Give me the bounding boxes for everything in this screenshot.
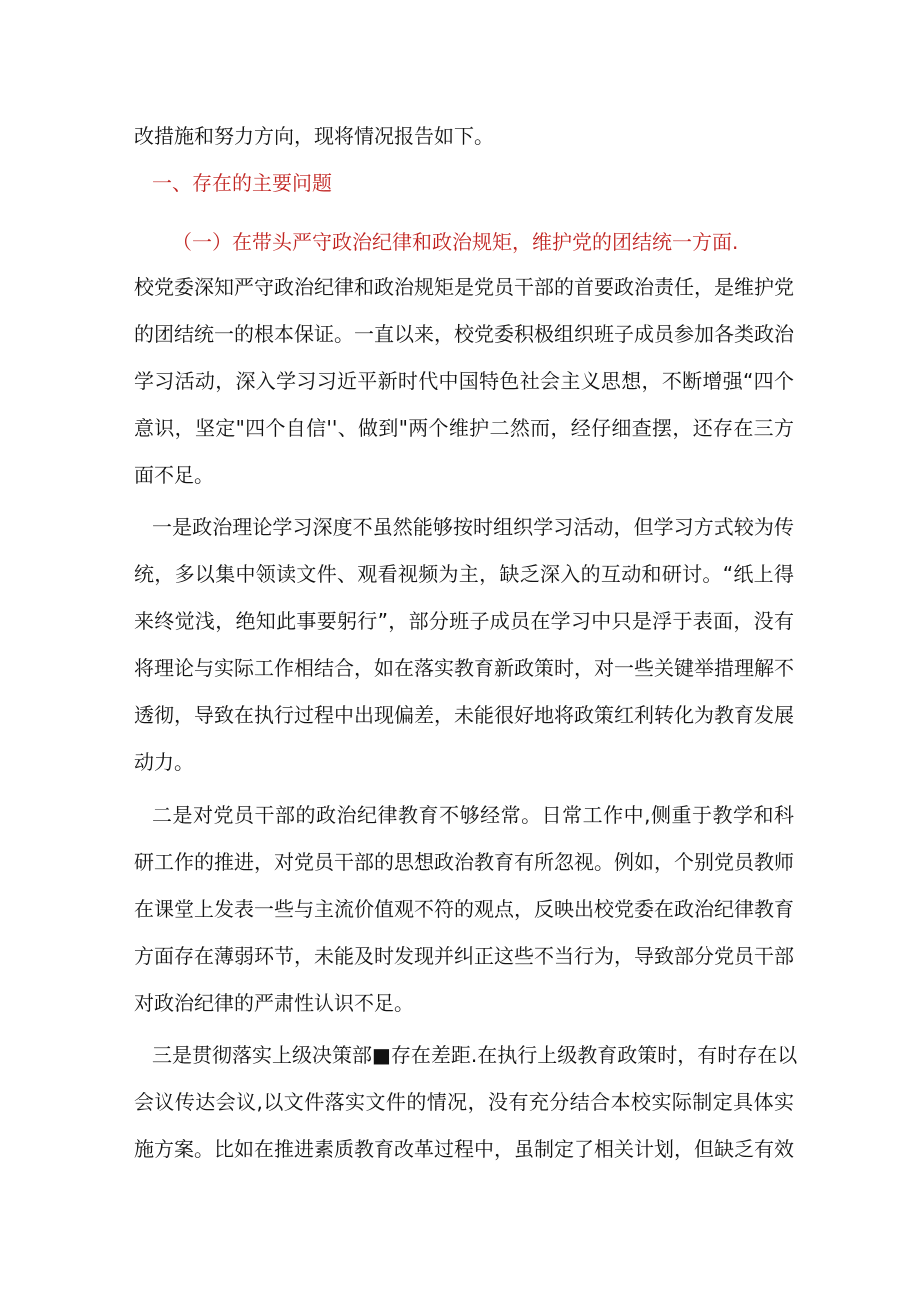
body-line: 方面存在薄弱环节，未能及时发现并纠正这些不当行为，导致部分党员干部 — [134, 944, 794, 968]
body-line: 三是贯彻落实上级决策部■存在差距.在执行上级教育政策时，有时存在以 — [152, 1043, 798, 1067]
section-heading: 一、存在的主要问题 — [152, 171, 332, 195]
body-line: 统，多以集中领读文件、观看视频为主，缺乏深入的互动和研讨。“纸上得 — [134, 562, 794, 586]
body-line: 研工作的推进，对党员干部的思想政治教育有所忽视。例如，个别党员教师 — [134, 850, 794, 874]
paragraph-continuation-line: 改措施和努力方向，现将情况报告如下。 — [134, 124, 494, 148]
body-line: 对政治纪律的严肃性认识不足。 — [134, 991, 414, 1015]
body-line: 的团结统一的根本保证。一直以来，校党委积极组织班子成员参加各类政治 — [134, 322, 794, 346]
body-line: 施方案。比如在推进素质教育改革过程中，虽制定了相关计划，但缺乏有效 — [134, 1137, 794, 1161]
body-line: 二是对党员干部的政治纪律教育不够经常。日常工作中,侧重于教学和科 — [152, 803, 794, 827]
subsection-heading: （一）在带头严守政治纪律和政治规矩，维护党的团结统一方面. — [172, 230, 739, 254]
body-line: 一是政治理论学习深度不虽然能够按时组织学习活动，但学习方式较为传 — [152, 515, 794, 539]
body-line: 意识，坚定"四个自信''、做到"两个维护二然而，经仔细查摆，还存在三方 — [134, 416, 794, 440]
body-line: 动力。 — [134, 750, 194, 774]
body-line: 校党委深知严守政治纪律和政治规矩是党员干部的首要政治责任，是维护党 — [134, 275, 794, 299]
body-line: 在课堂上发表一些与主流价值观不符的观点，反映出校党委在政治纪律教育 — [134, 897, 794, 921]
body-line: 来终觉浅，绝知此事要躬行”，部分班子成员在学习中只是浮于表面，没有 — [134, 609, 794, 633]
body-line: 透彻，导致在执行过程中出现偏差，未能很好地将政策红利转化为教育发展 — [134, 703, 794, 727]
body-line: 将理论与实际工作相结合，如在落实教育新政策时，对一些关键举措理解不 — [134, 656, 794, 680]
body-line: 面不足。 — [134, 463, 214, 487]
body-line: 学习活动，深入学习习近平新时代中国特色社会主义思想，不断增强“四个 — [134, 369, 794, 393]
body-line: 会议传达会议,以文件落实文件的情况，没有充分结合本校实际制定具体实 — [134, 1090, 794, 1114]
